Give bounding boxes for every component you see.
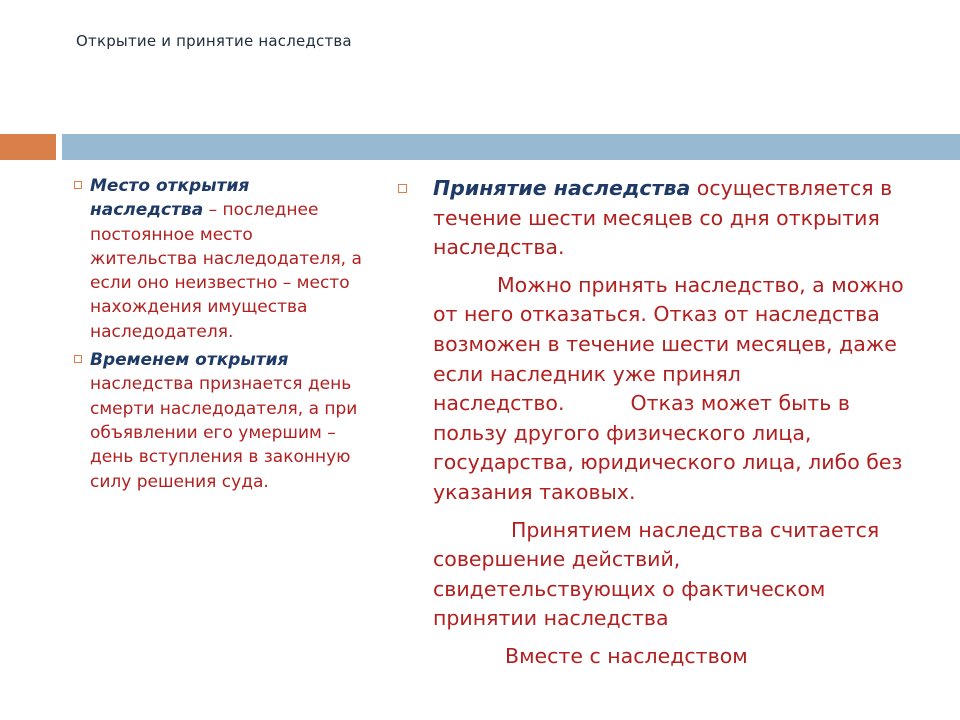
square-bullet-icon	[74, 181, 82, 189]
square-bullet-icon	[74, 355, 82, 363]
time-heading: Временем открытия	[90, 350, 289, 371]
slide-title: Открытие и принятие наследства	[76, 32, 352, 50]
acceptance-intro-text: осуществляется в течение шести месяцев со дня открытия наследства.	[433, 176, 893, 260]
renunciation-paragraph: Можно принять наследство, а можно от него отказаться. Отказ от наследства возможен в течение шести месяцев, даже если наследник уже принял наследство. Отказ может быть в пользу другого физического лица, государства, юридического лица, либо без указания таковых.	[433, 272, 904, 504]
actual-acceptance-paragraph: Принятием наследства считается совершение действий, свидетельствующих о фактическом принятии наследства	[433, 517, 880, 631]
right-bullet-item	[398, 174, 908, 672]
square-bullet-icon	[398, 184, 407, 193]
left-column	[74, 174, 364, 494]
acceptance-heading: Принятие наследства	[433, 176, 691, 200]
left-bullet-item-time	[74, 348, 364, 494]
accent-bar-blue	[62, 134, 960, 160]
accent-bar-orange	[0, 134, 56, 160]
time-text: наследства признается день смерти наследодателя, а при объявлении его умершим – день вступления в законную силу решения суда.	[90, 374, 358, 492]
place-heading: Место открытия наследства	[90, 176, 250, 221]
acceptance-intro	[433, 174, 908, 263]
together-with-inheritance-paragraph: Вместе с наследством	[505, 643, 748, 668]
renunciation-in-favor-text: Отказ может быть в пользу другого физического лица, государства, юридического лица, либо без указания таковых.	[433, 391, 903, 504]
right-column	[398, 174, 908, 672]
left-bullet-item-place	[74, 174, 364, 344]
place-text: – последнее постоянное место жительства наследодателя, а если оно неизвестно – место нахождения имущества наследодателя.	[90, 200, 362, 342]
